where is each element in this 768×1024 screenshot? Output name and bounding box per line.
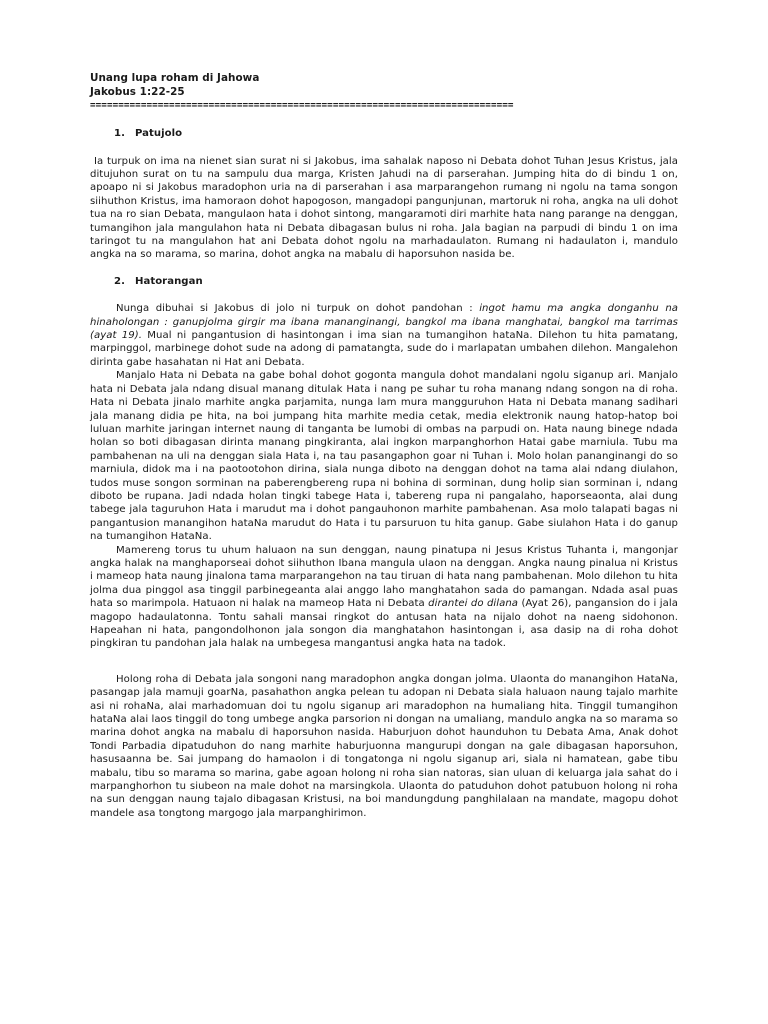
paragraph-hatorangan-1 <box>90 302 678 369</box>
section-title: Hatorangan <box>134 275 203 287</box>
spacer <box>90 112 678 127</box>
paragraph-text: (Ayat 26), pangansion do i jala magopo hadaulatonna. Tontu sahali mansai ringkot do antusan hata na nijalo dohot na naeng sidohonon. Hapeahan ni hata, pangondolhonon jala songon dia manghatahon hasintongan i, asa dasip na di roha dohot pingkiran tu pandohan jala halak na umbegesa mangantusi angka hata na tadok. <box>90 598 678 650</box>
spacer <box>90 288 678 302</box>
paragraph-hatorangan-2: Manjalo Hata ni Debata na gabe bohal dohot gogonta mangula dohot mandalani ngolu siganup ari. Manjalo hata ni Debata jala ndang disual manang ditulak Hata i nang pe suhar tu roha manang ndang songon na di roha. Hata ni Debata jinalo marhite angka parjamita, nunga lam mura mangguruhon Hata ni Debata manang sadihari jala manang didia pe hita, na boi jumpang hita marhite media cetak, media elektronik naung hatop-hatop boi luluan marhite jaringan internet naung di tanganta be lumobi di ombas na parpudi on. Hata naung binege ndada holan so boti dibagasan dirinta manang pingkiranta, alai ingkon marpanghorhon Hatai gabe marniula. Tubu ma pambahenan na uli na denggan siala Hata i, na tau pasangaphon goar ni Tuhan i. Molo holan pananginangi do so marniula, didok ma i na paotootohon dirina, siala nunga diboto na denggan dohot na tama alai ndang diulahon, tudos muse songon sorminan na paberengbereng rupa ni bohina di sorminan, dung holip sian sorminan i, ndang diboto be rupana. Jadi ndada holan tingki tabege Hata i, tabereng rupa ni pangalaho, haporseaonta, alai dung tabege jala taguruhon Hata i marudut ma i dohot pangauhonon marhite pambahenan. Asa molo talapati bagas ni pangantusion manangihon hataNa marudut do Hata i tu parsuruon tu hita ganup. Gabe siulahon Hata i do ganup na tumangihon HataNa. <box>90 370 678 543</box>
section-number: 2. <box>114 275 125 287</box>
paragraph-hatorangan-4: Holong roha di Debata jala songoni nang maradophon angka dongan jolma. Ulaonta do manangihon HataNa, pasangap jala mamuji goarNa, pasahathon angka pelean tu adopan ni Debata siala haluaon naung tajalo marhite asi ni rohaNa, alai marhadomuan doi tu ngolu siganup ari maradophon na humaliang hita. Tinggil tumangihon hataNa alai laos tinggil do tong umbege angka parsorion ni dongan na umaliang, mandulo angka na so marama so marina dohot angka na mabalu di haporsuhon nasida. Haburjuon dohot haunduhon tu Debata Ama, Anak dohot Tondi Parbadia dipatuduhon do nang marhite haburjuonna mangurupi dongan na gale dibagasan haporsuhon, hasusaanna be. Sai jumpang do hamaolon i di tongatonga ni ngolu siganup ari, siala ni hamatean, gabe tibu mabalu, tibu so marama so marina, gabe agoan holong ni roha sian natoras, sian uluan di keluarga jala sahat do i marpanghorhon tu siubeon na male dohot na marsingkola. Ulaonta do patuduhon dohot patubuon holong ni roha na sun denggan naung tajalo dibagasan Kristusi, na boi mandungdung panghilalaan na mandate, magopu dohot mandele asa tongtong margogo jala marpanghirimon. <box>90 673 678 819</box>
document-title: Unang lupa roham di Jahowa <box>90 72 260 84</box>
section-title: Patujolo <box>134 128 183 140</box>
section-number: 1. <box>114 128 125 140</box>
paragraph-text: Mamereng torus tu uhum haluaon na sun denggan, naung pinatupa ni Jesus Kristus Tuhanta i, mangonjar angka halak na manghaporseai dohot siihuthon Ibana mangula ulaon na denggan. Angka naung pinalua ni Kristus i mameop hata naung jinalona tama marparangehon na tau tiruan di hata nang pambahenan. Molo dilehon tu hita jolma dua pinggol asa tinggil parbinegeanta alai anggo laho manghatahon sada do pamangan. Ndada asal puas hata so marimpola. Hatuaon ni halak na mameop Hata ni Debata <box>90 544 678 610</box>
separator-rule: =========================================================================== <box>90 100 514 112</box>
spacer <box>90 141 678 155</box>
document-page <box>90 72 678 820</box>
section-heading-hatorangan <box>114 275 678 288</box>
paragraph-hatorangan-3 <box>90 544 678 651</box>
spacer <box>90 262 678 275</box>
scripture-reference: Jakobus 1:22-25 <box>90 85 185 98</box>
paragraph-intro: Ia turpuk on ima na nienet sian surat ni si Jakobus, ima sahalak naposo ni Debata dohot Tuhan Jesus Kristus, jala ditujuhon surat on tu na sampulu dua marga, Kristen Jahudi na di parserahan. Jumping hita do di bindu 1 on, apoapo ni si Jakobus maradophon uria na di parserahan i asa marparangehon rumang ni ngolu na tama songon siihuthon Kristus, ima hamoraon dohot hapogoson, mangadopi pangunjunan, martoruk ni roha, angka na uli dohot tua na ro sian Debata, mangulaon hata i dohot sintong, mangaramoti diri marhite hata nang parange na denggan, tumangihon jala mangulahon hata ni Debata dibagasan bulus ni roha. Jala bagian na parpudi di bindu 1 on ima taringot tu na mangulahon hat ani Debata dohot ngolu na marhadaulaton. Rumang ni hadaulaton i, mandulo angka na so marama, so marina, dohot angka na mabalu di haporsuhon nasida be. <box>90 155 678 261</box>
paragraph-text: Mual ni pangantusion di hasintongan i ima sian na tumangihon hataNa. Dilehon tu hita pamatang, marpinggol, marbinege dohot sude na adong di pamatangta, sude do i marlapatan umbahen dilehon. Mangalehon dirinta gabe hasahatan ni Hat ani Debata. <box>90 330 678 368</box>
section-heading-patujolo <box>114 127 678 140</box>
paragraph-text: Nunga dibuhai si Jakobus di jolo ni turpuk on dohot pandohan : <box>116 303 480 315</box>
italic-phrase: dirantei do dilana <box>428 598 519 610</box>
scripture-quote: ingot hamu ma angka donganhu na hinaholongan : ganupjolma girgir ma ibana mananginangi, bangkol ma ibana manghatai, bangkol ma tarrimas (ayat 19). <box>90 303 678 342</box>
spacer <box>90 651 678 673</box>
